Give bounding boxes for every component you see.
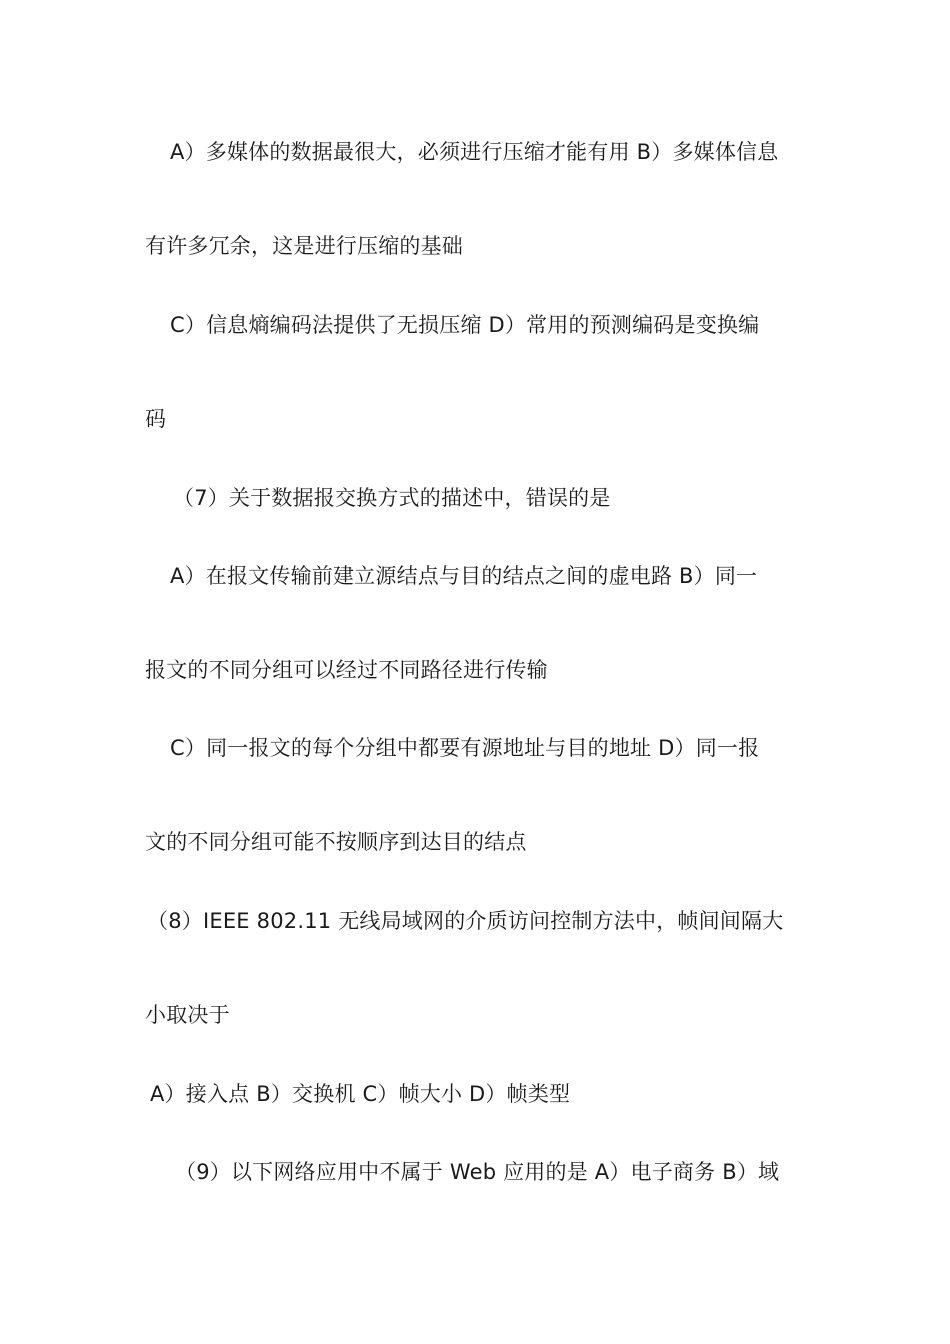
text-line-option-d-cont-q6: 码 xyxy=(145,407,167,431)
text-line-option-c-d-q7: C）同一报文的每个分组中都要有源地址与目的地址 D）同一报 xyxy=(170,736,760,760)
text-line-option-d-cont-q7: 文的不同分组可能不按顺序到达目的结点 xyxy=(145,830,527,854)
question-8-cont: 小取决于 xyxy=(145,1003,230,1027)
question-9: （9）以下网络应用中不属于 Web 应用的是 A）电子商务 B）域 xyxy=(175,1160,780,1184)
text-line-option-b-cont-q7: 报文的不同分组可以经过不同路径进行传输 xyxy=(145,658,548,682)
text-line-option-a-b-q7: A）在报文传输前建立源结点与目的结点之间的虚电路 B）同一 xyxy=(170,564,758,588)
text-line-option-c-d-q6: C）信息熵编码法提供了无损压缩 D）常用的预测编码是变换编 xyxy=(170,313,760,337)
question-8: （8）IEEE 802.11 无线局域网的介质访问控制方法中，帧间间隔大 xyxy=(147,909,784,933)
options-q8: A）接入点 B）交换机 C）帧大小 D）帧类型 xyxy=(150,1082,571,1106)
text-line-option-b-cont-q6: 有许多冗余，这是进行压缩的基础 xyxy=(145,234,463,258)
question-7: （7）关于数据报交换方式的描述中，错误的是 xyxy=(173,486,611,510)
text-line-option-a-b-q6: A）多媒体的数据最很大，必须进行压缩才能有用 B）多媒体信息 xyxy=(170,140,779,164)
